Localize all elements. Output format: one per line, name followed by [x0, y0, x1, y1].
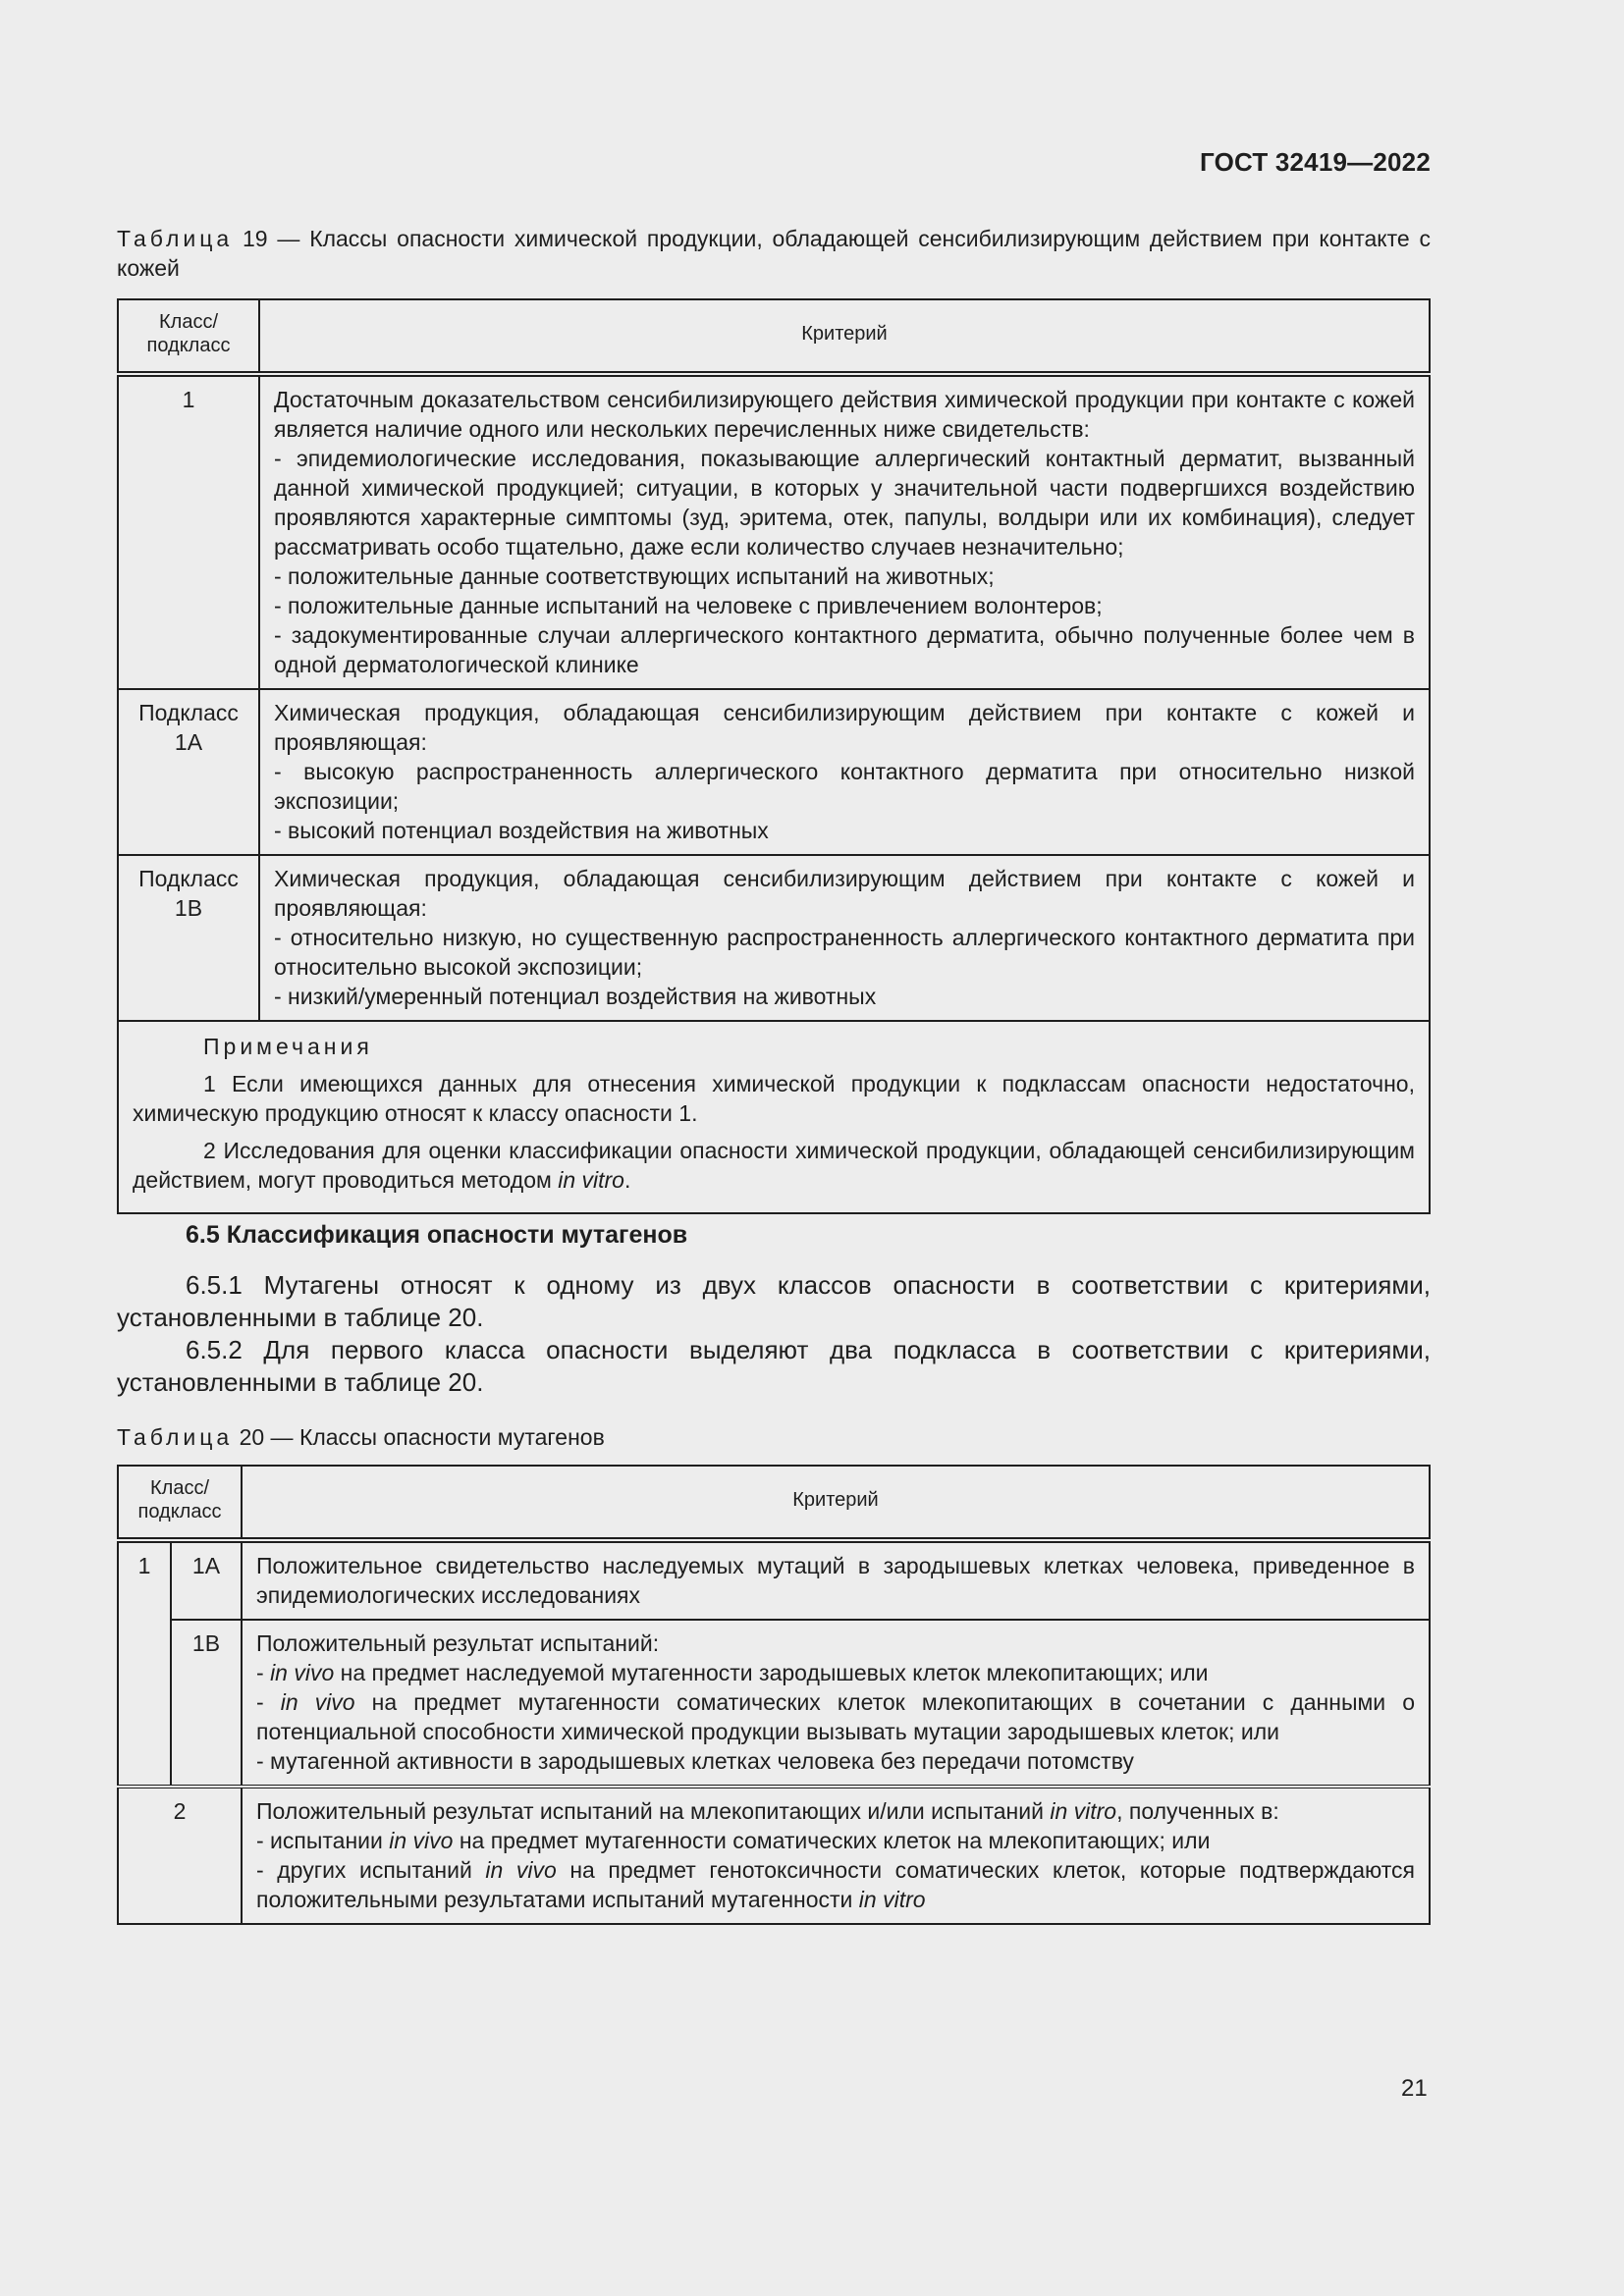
- italic-term: in vitro: [1050, 1798, 1117, 1824]
- line-text: Положительный результат испытаний на млекопитающих и/или испытаний: [256, 1798, 1051, 1824]
- note-2: [133, 1136, 1415, 1195]
- paragraph-6-5-1: 6.5.1 Мутагены относят к одному из двух классов опасности в соответствии с критериями, установленными в таблице 20.: [117, 1270, 1431, 1332]
- criterion-line: - положительные данные соответствующих испытаний на животных;: [274, 563, 995, 589]
- table-row: [118, 1540, 1430, 1620]
- criterion-line: Достаточным доказательством сенсибилизирующего действия химической продукции при контакте с кожей является наличие одного или нескольких перечисленных ниже свидетельств:: [274, 387, 1415, 442]
- dash: -: [256, 1689, 281, 1715]
- italic-term: in vivo: [280, 1689, 355, 1715]
- table19-col-criterion: Критерий: [259, 299, 1430, 374]
- italic-term: in vivo: [485, 1857, 557, 1883]
- class-cell: 1: [118, 374, 259, 689]
- table19-header-row: [118, 299, 1430, 374]
- criterion-cell: [259, 374, 1430, 689]
- table20-header-row: [118, 1466, 1430, 1540]
- line-text: - испытании: [256, 1828, 390, 1853]
- line-rest: , полученных в:: [1116, 1798, 1279, 1824]
- table19-col-class: Класс/ подкласс: [118, 299, 259, 374]
- line-rest: на предмет мутагенности соматических клеток на млекопитающих; или: [453, 1828, 1211, 1853]
- criterion-line: - низкий/умеренный потенциал воздействия на животных: [274, 984, 877, 1009]
- page-number: 21: [1401, 2075, 1428, 2102]
- table20-col-class: Класс/ подкласс: [118, 1466, 242, 1540]
- class-cell: 2: [118, 1787, 242, 1924]
- section-heading: 6.5 Классификация опасности мутагенов: [186, 1221, 688, 1249]
- note-2-end: .: [623, 1167, 631, 1193]
- table19-caption-prefix: Таблица: [117, 226, 234, 251]
- subclass-cell: 1А: [171, 1540, 242, 1620]
- note-1: 1 Если имеющихся данных для отнесения химической продукции к подклассам опасности недостаточно, химическую продукцию относят к классу опасности 1.: [133, 1071, 1415, 1126]
- table-row: [118, 689, 1430, 855]
- table19-notes-row: [118, 1021, 1430, 1213]
- criterion-line: Химическая продукция, обладающая сенсибилизирующим действием при контакте с кожей и проявляющая:: [274, 866, 1415, 921]
- criterion-cell: [259, 855, 1430, 1021]
- class-cell: [118, 855, 259, 1021]
- criterion-line: Положительный результат испытаний:: [256, 1630, 660, 1656]
- notes-title: Примечания: [203, 1034, 373, 1059]
- table19-caption: [117, 224, 1431, 283]
- table19: [117, 298, 1431, 1214]
- line-rest: на предмет мутагенности соматических клеток млекопитающих в сочетании с данными о потенциальной способности химической продукции вызывать мутации зародышевых клеток; или: [256, 1689, 1415, 1744]
- class-cell: 1: [118, 1540, 171, 1787]
- line-text: - других испытаний: [256, 1857, 486, 1883]
- italic-term: in vivo: [389, 1828, 454, 1853]
- criterion-line: [256, 1826, 1415, 1855]
- table20-caption-prefix: Таблица: [117, 1424, 234, 1450]
- line-rest: на предмет генотоксичности соматических клеток, которые подтверждаются положительными результатами испытаний мутагенности: [256, 1857, 1415, 1912]
- italic-term: in vivo: [270, 1660, 335, 1685]
- table-row: [118, 1787, 1430, 1924]
- criterion-line: - относительно низкую, но существенную распространенность аллергического контактного дерматита при относительно высокой экспозиции;: [274, 925, 1415, 980]
- table-row: [118, 855, 1430, 1021]
- notes-cell: [118, 1021, 1430, 1213]
- criterion-line: [256, 1796, 1415, 1826]
- table20-caption: [117, 1422, 1431, 1452]
- document-id: ГОСТ 32419—2022: [1200, 147, 1431, 177]
- criterion-line: - высокую распространенность аллергического контактного дерматита при относительно низкой экспозиции;: [274, 759, 1415, 814]
- class-label: Подкласс: [138, 866, 239, 891]
- note-2-italic: in vitro: [558, 1167, 624, 1193]
- subclass-cell: 1В: [171, 1620, 242, 1787]
- italic-term: in vitro: [858, 1887, 926, 1912]
- line-rest: на предмет наследуемой мутагенности зародышевых клеток млекопитающих; или: [334, 1660, 1209, 1685]
- criterion-line: - мутагенной активности в зародышевых клетках человека без передачи потомству: [256, 1748, 1134, 1774]
- class-code: 1В: [174, 895, 203, 921]
- table20: [117, 1465, 1431, 1925]
- table19-caption-text: 19 — Классы опасности химической продукции, обладающей сенсибилизирующим действием при контакте с кожей: [117, 226, 1431, 281]
- table20-caption-text: 20 — Классы опасности мутагенов: [233, 1424, 605, 1450]
- criterion-line: [256, 1855, 1415, 1914]
- class-cell: [118, 689, 259, 855]
- criterion-line: [256, 1658, 1415, 1687]
- class-label: Подкласс: [138, 700, 239, 725]
- note-2-text: 2 Исследования для оценки классификации опасности химической продукции, обладающей сенсибилизирующим действием, могут проводиться методом: [133, 1138, 1415, 1193]
- criterion-line: Химическая продукция, обладающая сенсибилизирующим действием при контакте с кожей и проявляющая:: [274, 700, 1415, 755]
- table-row: [118, 374, 1430, 689]
- criterion-cell: [259, 689, 1430, 855]
- criterion-line: - положительные данные испытаний на человеке с привлечением волонтеров;: [274, 593, 1103, 618]
- criterion-cell: [242, 1620, 1430, 1787]
- criterion-line: [256, 1687, 1415, 1746]
- table-row: [118, 1620, 1430, 1787]
- table20-col-criterion: Критерий: [242, 1466, 1430, 1540]
- criterion-line: - эпидемиологические исследования, показывающие аллергический контактный дерматит, вызванный данной химической продукцией; ситуации, в которых у значительной части подвергшихся воздействию проявляются характерные симптомы (зуд, эритема, отек, папулы, волдыри или их комбинация), следует рассматривать особо тщательно, даже если количество случаев незначительно;: [274, 446, 1415, 560]
- dash: -: [256, 1660, 271, 1685]
- criterion-cell: [242, 1787, 1430, 1924]
- class-code: 1А: [174, 729, 203, 755]
- criterion-cell: Положительное свидетельство наследуемых мутаций в зародышевых клетках человека, приведенное в эпидемиологических исследованиях: [242, 1540, 1430, 1620]
- criterion-line: - задокументированные случаи аллергического контактного дерматита, обычно полученные более чем в одной дерматологической клинике: [274, 622, 1415, 677]
- criterion-line: - высокий потенциал воздействия на животных: [274, 818, 769, 843]
- paragraph-6-5-2: 6.5.2 Для первого класса опасности выделяют два подкласса в соответствии с критериями, установленными в таблице 20.: [117, 1335, 1431, 1397]
